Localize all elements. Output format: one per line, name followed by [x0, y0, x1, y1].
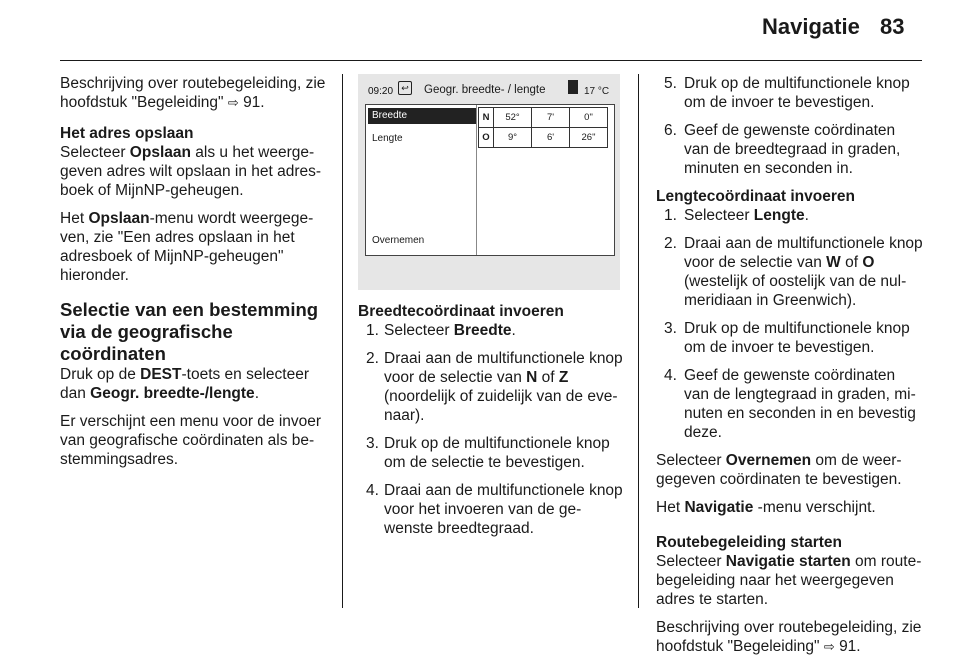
lat-steps-continued	[656, 74, 924, 178]
screen-title: Geogr. breedte- / lengte	[424, 84, 546, 96]
coordinate-grid	[478, 107, 608, 148]
min-cell[interactable]: 6'	[532, 128, 570, 148]
list-item: 5. Druk op de multifunctionele knop om de invoer te bevestigen.	[664, 75, 910, 111]
screen-panel	[365, 104, 615, 256]
coordinate-row	[479, 108, 608, 128]
list-item: 2. Draai aan de multifunctionele knop voor de selectie van N of Z (noordelijk of zuidelijk van de evenaar).	[366, 350, 623, 424]
nav-screen-figure	[358, 74, 620, 290]
geo-heading: Selectie van een bestemming via de geografische coördinaten	[60, 299, 319, 364]
menu-item-breedte[interactable]: Breedte	[368, 108, 476, 124]
screen-divider	[476, 105, 477, 255]
save-heading: Het adres opslaan	[60, 125, 194, 142]
column-3	[656, 74, 924, 665]
list-item: 1. Selecteer Lengte.	[664, 207, 809, 224]
column-1	[60, 74, 328, 478]
geo-paragraph-1: Druk op de DEST-toets en selecteer dan Geogr. breedte-/lengte.	[60, 366, 309, 402]
save-paragraph-1: Selecteer Opslaan als u het weergegeven adres wilt opslaan in het adresboek of MijnNP-geheugen.	[60, 144, 322, 199]
lon-steps	[656, 206, 924, 442]
back-icon[interactable]: ↩	[398, 81, 412, 95]
column-divider-1	[342, 74, 343, 608]
lat-heading: Breedtecoördinaat invoeren	[358, 303, 564, 320]
page-number: 83	[880, 14, 905, 39]
geo-paragraph-2: Er verschijnt een menu voor de invoer van geografische coördinaten als bestemmingsadres.	[60, 413, 322, 468]
list-item: 4. Geef de gewenste coördinaten van de lengtegraad in graden, minuten en seconden in en bevestig deze.	[664, 367, 916, 441]
list-item: 4. Draai aan de multifunctionele knop voor het invoeren van de gewenste breedtegraad.	[366, 482, 623, 537]
dir-cell[interactable]: N	[479, 108, 494, 128]
header-title: Navigatie	[762, 14, 860, 39]
select-paragraph: Selecteer Overnemen om de weergegeven coördinaten te bevestigen.	[656, 452, 902, 488]
list-item: 6. Geef de gewenste coördinaten van de breedtegraad in graden, minuten en seconden in.	[664, 122, 901, 177]
screen-time: 09:20	[368, 86, 394, 97]
list-item: 1. Selecteer Breedte.	[366, 322, 516, 339]
coordinate-row	[479, 128, 608, 148]
column-divider-2	[638, 74, 639, 608]
dir-cell[interactable]: O	[479, 128, 494, 148]
outro-page-ref[interactable]: 91.	[839, 638, 861, 655]
menu-item-lengte[interactable]: Lengte	[372, 133, 403, 144]
lon-heading: Lengtecoördinaat invoeren	[656, 188, 855, 205]
route-heading: Routebegeleiding starten	[656, 534, 843, 551]
deg-cell[interactable]: 52°	[494, 108, 532, 128]
save-paragraph-2: Het Opslaan-menu wordt weergegeven, zie "Een adres opslaan in het adresboek of MijnNP-geheugen" hieronder.	[60, 210, 314, 284]
min-cell[interactable]: 7'	[532, 108, 570, 128]
intro-page-ref[interactable]: 91.	[243, 94, 265, 111]
menu-item-overnemen[interactable]: Overnemen	[372, 235, 425, 246]
outro-paragraph: Beschrijving over routebegeleiding, zie hoofdstuk "Begeleiding" ⇨ 91.	[656, 619, 922, 655]
route-paragraph: Selecteer Navigatie starten om routebegeleiding naar het weergegeven adres te starten.	[656, 553, 922, 608]
arrow-icon: ⇨	[823, 639, 835, 654]
list-item: 3. Druk op de multifunctionele knop om de selectie te bevestigen.	[366, 435, 610, 471]
sec-cell[interactable]: 0"	[570, 108, 608, 128]
screen-temperature: 17 °C	[584, 86, 610, 97]
header-rule	[60, 60, 922, 61]
nav-paragraph: Het Navigatie -menu verschijnt.	[656, 499, 876, 516]
thermometer-icon	[568, 80, 578, 94]
arrow-icon: ⇨	[227, 95, 239, 110]
deg-cell[interactable]: 9°	[494, 128, 532, 148]
intro-paragraph: Beschrijving over routebegeleiding, zie hoofdstuk "Begeleiding" ⇨ 91.	[60, 75, 326, 111]
lat-steps	[358, 321, 624, 538]
list-item: 2. Draai aan de multifunctionele knop voor de selectie van W of O (westelijk of oostelijk van de nulmeridiaan in Greenwich).	[664, 235, 923, 309]
sec-cell[interactable]: 26"	[570, 128, 608, 148]
column-2	[358, 74, 624, 547]
list-item: 3. Druk op de multifunctionele knop om de invoer te bevestigen.	[664, 320, 910, 356]
